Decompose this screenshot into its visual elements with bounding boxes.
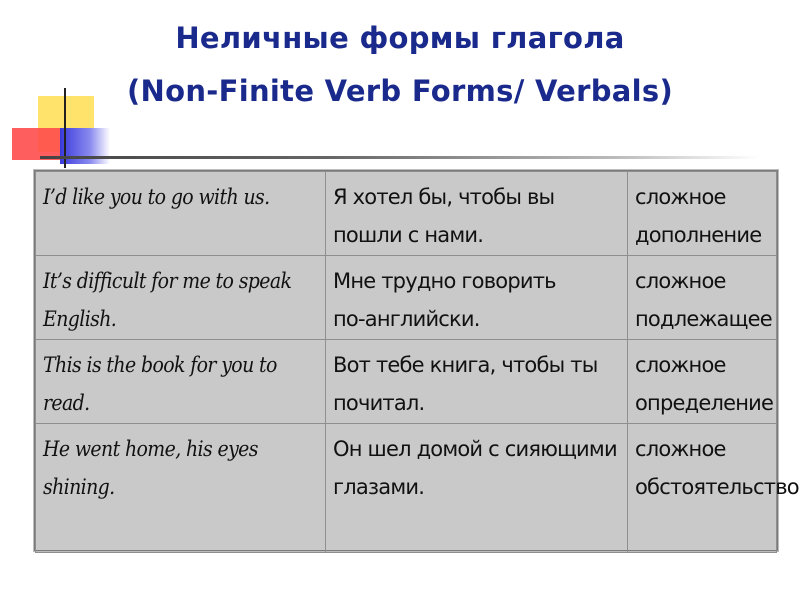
russian-translation-line: по-английски. [333, 307, 480, 331]
grammar-term-cell [628, 172, 777, 256]
grammar-term-line: дополнение [635, 223, 762, 247]
english-example-line: He went home, his eyes [43, 437, 258, 461]
table-row [36, 424, 777, 553]
verbals-table [34, 170, 799, 551]
russian-translation-cell [326, 424, 628, 553]
table-row [36, 340, 777, 424]
english-example-line: It’s difficult for me to speak [43, 269, 292, 293]
english-example-line: This is the book for you to [43, 353, 277, 377]
table-row [36, 256, 777, 340]
english-example-cell [36, 256, 326, 340]
grammar-term-cell [628, 340, 777, 424]
russian-translation-cell [326, 340, 628, 424]
grammar-term-line: сложное [635, 269, 726, 293]
russian-translation-cell [326, 256, 628, 340]
english-example-line: English. [43, 307, 117, 331]
grammar-term-line: сложное [635, 437, 726, 461]
russian-translation-line: пошли с нами. [333, 223, 484, 247]
grammar-term-line: сложное [635, 185, 726, 209]
russian-translation-cell [326, 172, 628, 256]
slide-title-russian: Неличные формы глагола [175, 21, 625, 55]
grammar-term-line: определение [635, 391, 774, 415]
table-row [36, 172, 777, 256]
russian-translation-line: глазами. [333, 475, 425, 499]
english-example-line: I’d like you to go with us. [43, 185, 270, 209]
russian-translation-line: Я хотел бы, чтобы вы [333, 185, 555, 209]
grammar-term-line: обстоятельство [635, 475, 799, 499]
grammar-term-line: подлежащее [635, 307, 772, 331]
english-example-line: shining. [43, 475, 115, 499]
grammar-term-cell [628, 256, 777, 340]
russian-translation-line: Вот тебе книга, чтобы ты [333, 353, 598, 377]
russian-translation-line: Мне трудно говорить [333, 269, 556, 293]
english-example-cell [36, 340, 326, 424]
english-example-cell [36, 424, 326, 553]
english-example-cell [36, 172, 326, 256]
english-example-line: read. [43, 391, 90, 415]
russian-translation-line: Он шел домой с сияющими [333, 437, 617, 461]
grammar-term-cell [628, 424, 799, 553]
russian-translation-line: почитал. [333, 391, 425, 415]
slide-title-english: (Non-Finite Verb Forms/ Verbals) [126, 74, 673, 108]
grammar-term-line: сложное [635, 353, 726, 377]
decor-horizontal-rule [40, 156, 760, 159]
